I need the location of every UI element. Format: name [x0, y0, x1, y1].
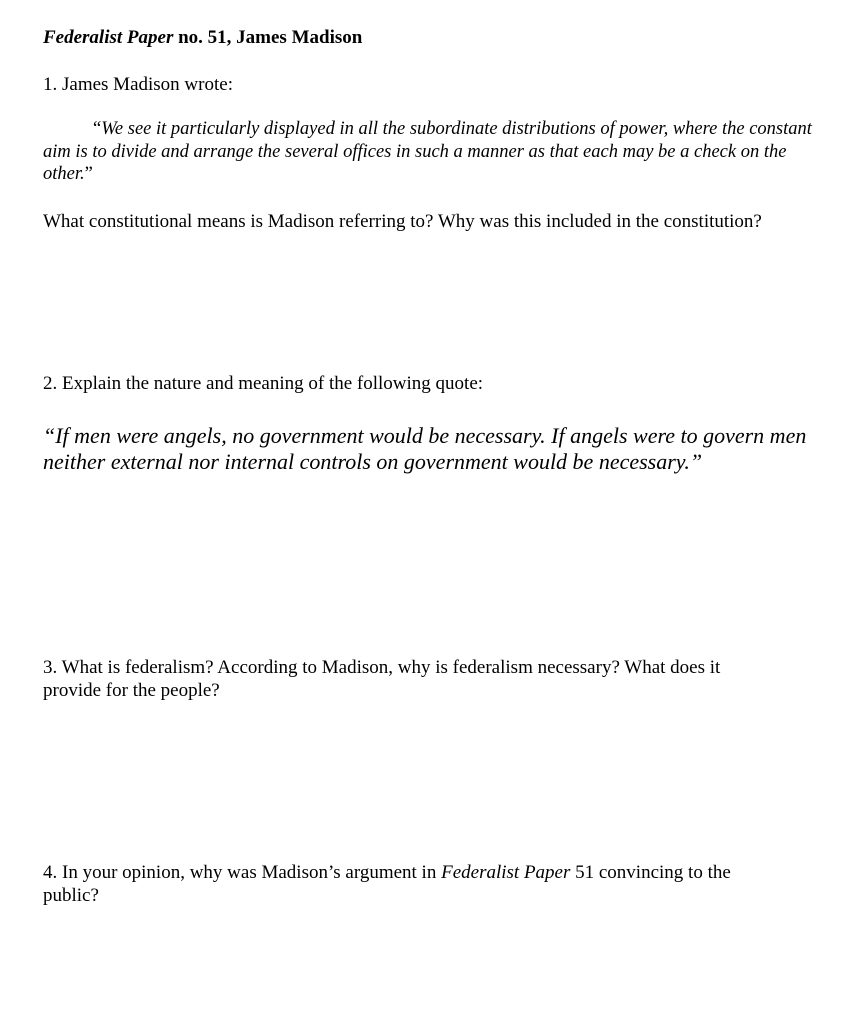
question-2-intro: 2. Explain the nature and meaning of the following quote:	[43, 373, 484, 394]
question-4-text-before: 4. In your opinion, why was Madison’s argument in	[43, 862, 442, 883]
question-1-prompt: What constitutional means is Madison referring to? Why was this included in the constitution?	[43, 211, 762, 232]
title-italic-part: Federalist Paper	[43, 27, 174, 48]
question-1-intro: 1. James Madison wrote:	[43, 74, 233, 95]
question-1-quote	[43, 118, 813, 186]
page-title	[43, 27, 362, 49]
question-4-text-after: 51 convincing to the public?	[43, 862, 731, 906]
question-2-quote: “If men were angels, no government would be necessary. If angels were to govern men neither external nor internal controls on government would be necessary.”	[43, 423, 807, 474]
title-rest: no. 51, James Madison	[173, 27, 363, 48]
question-3-prompt: 3. What is federalism? According to Madison, why is federalism necessary? What does it provide for the people?	[43, 657, 721, 701]
question-4-prompt	[43, 861, 773, 907]
question-4-italic-title: Federalist Paper	[441, 862, 571, 883]
quote-1-open-mark: “	[93, 119, 102, 139]
quote-1-close-mark: ”	[84, 164, 93, 184]
quote-1-body: We see it particularly displayed in all the subordinate distributions of power, where the constant aim is to divide and arrange the several offices in such a manner as that each may be a check on the other.	[43, 119, 812, 184]
